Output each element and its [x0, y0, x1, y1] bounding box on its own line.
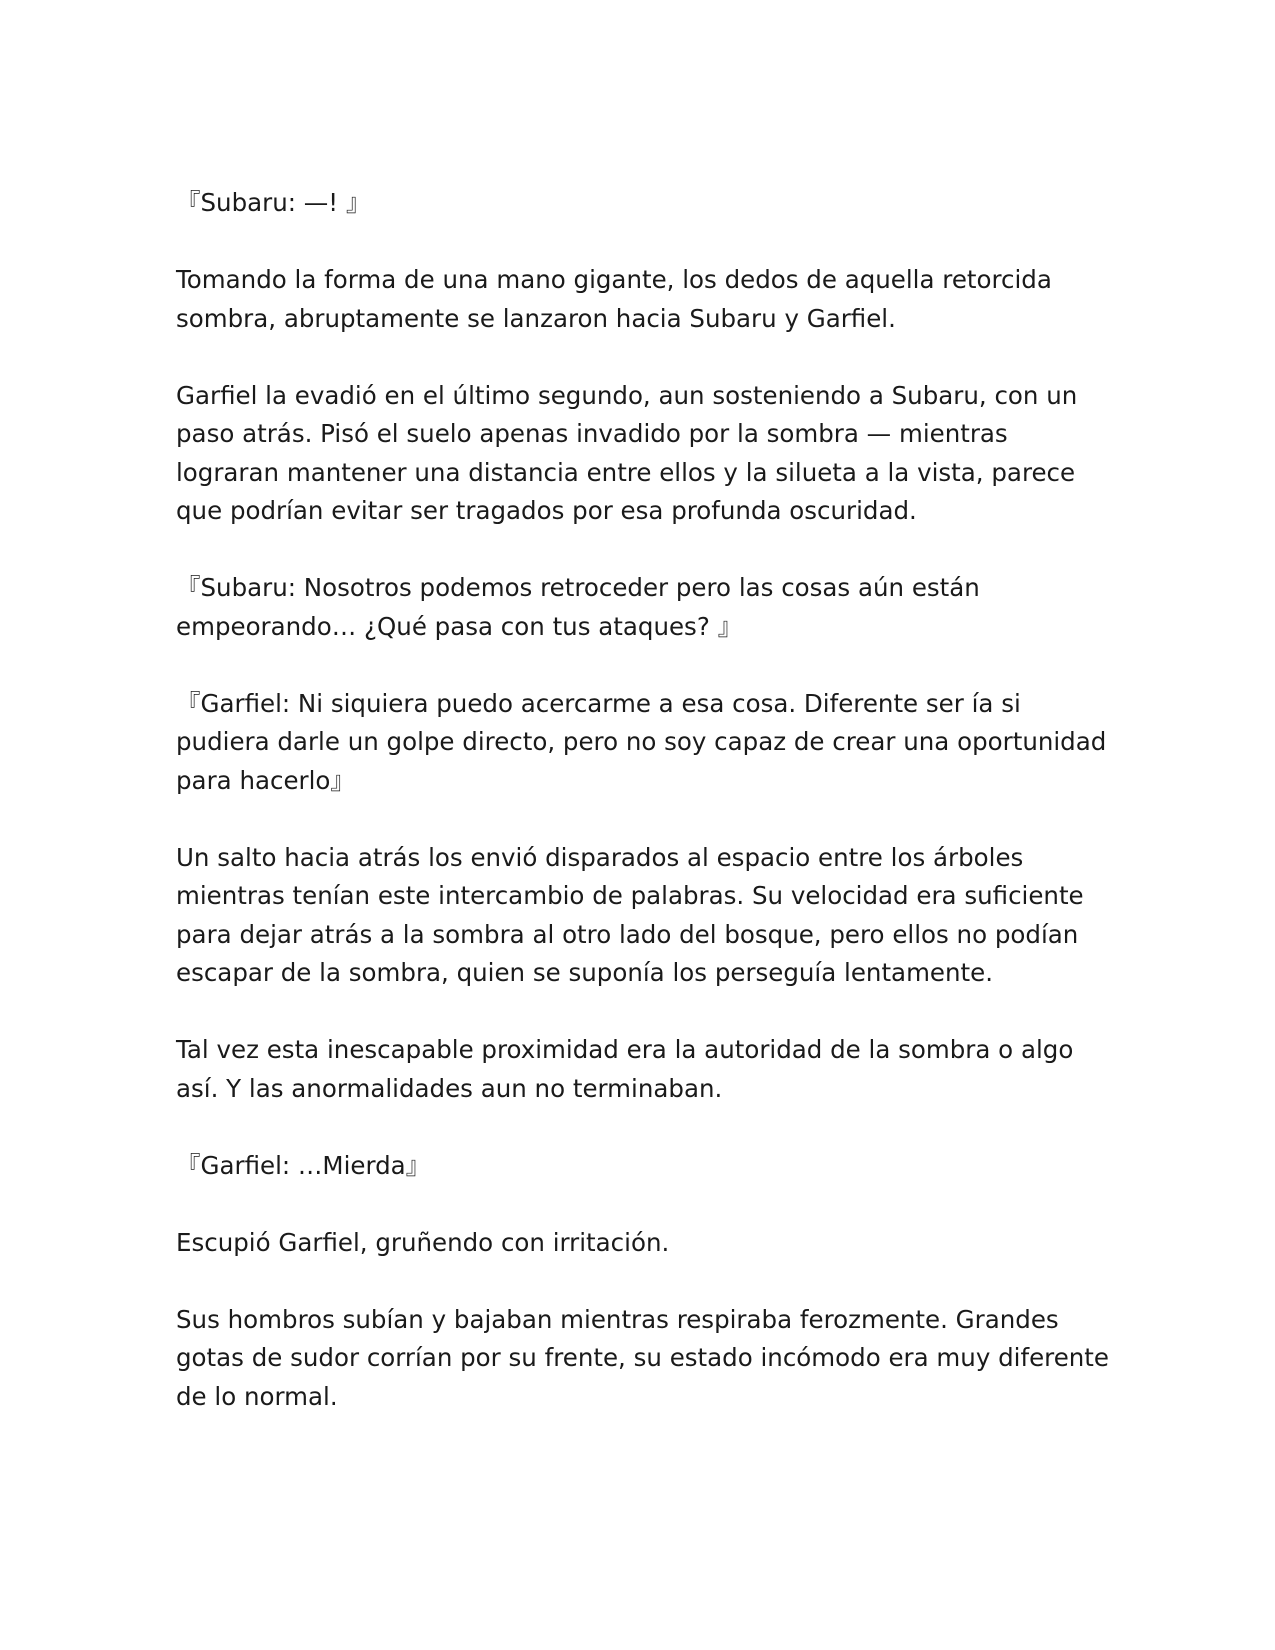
dialogue-subaru-2: 『Subaru: Nosotros podemos retroceder pero las cosas aún están empeorando… ¿Qué pasa con tus ataques? 』 [176, 573, 980, 641]
dialogue-subaru-1: 『Subaru: —! 』 [176, 188, 371, 217]
paragraph-garfiel-spits: Escupió Garfiel, gruñendo con irritación. [176, 1227, 670, 1257]
paragraph-garfiel-evades: Garfiel la evadió en el último segundo, aun sosteniendo a Subaru, con un paso atrás. Pisó el suelo apenas invadido por la sombra — mientras lograran mantener una distancia entre ellos y la silueta a la vista, parece que podrían evitar ser tragados por esa profunda oscuridad. [176, 380, 1078, 525]
paragraph-proximity: Tal vez esta inescapable proximidad era la autoridad de la sombra o algo así. Y las anormalidades aun no terminaban. [176, 1035, 1074, 1103]
document-body [176, 184, 1111, 1455]
dialogue-garfiel-1: 『Garfiel: Ni siquiera puedo acercarme a esa cosa. Diferente ser ía si pudiera darle un golpe directo, pero no soy capaz de crear una oportunidad para hacerlo』 [176, 688, 1107, 795]
paragraph-jump-back: Un salto hacia atrás los envió disparados al espacio entre los árboles mientras tenían este intercambio de palabras. Su velocidad era suficiente para dejar atrás a la sombra al otro lado del bosque, pero ellos no podían escapar de la sombra, quien se suponía los perseguía lentamente. [176, 842, 1084, 987]
paragraph-shoulders: Sus hombros subían y bajaban mientras respiraba ferozmente. Grandes gotas de sudor corrían por su frente, su estado incómodo era muy diferente de lo normal. [176, 1304, 1109, 1411]
dialogue-garfiel-2: 『Garfiel: …Mierda』 [176, 1150, 431, 1180]
paragraph-shadow-hand: Tomando la forma de una mano gigante, los dedos de aquella retorcida sombra, abruptamente se lanzaron hacia Subaru y Garfiel. [176, 265, 1052, 333]
